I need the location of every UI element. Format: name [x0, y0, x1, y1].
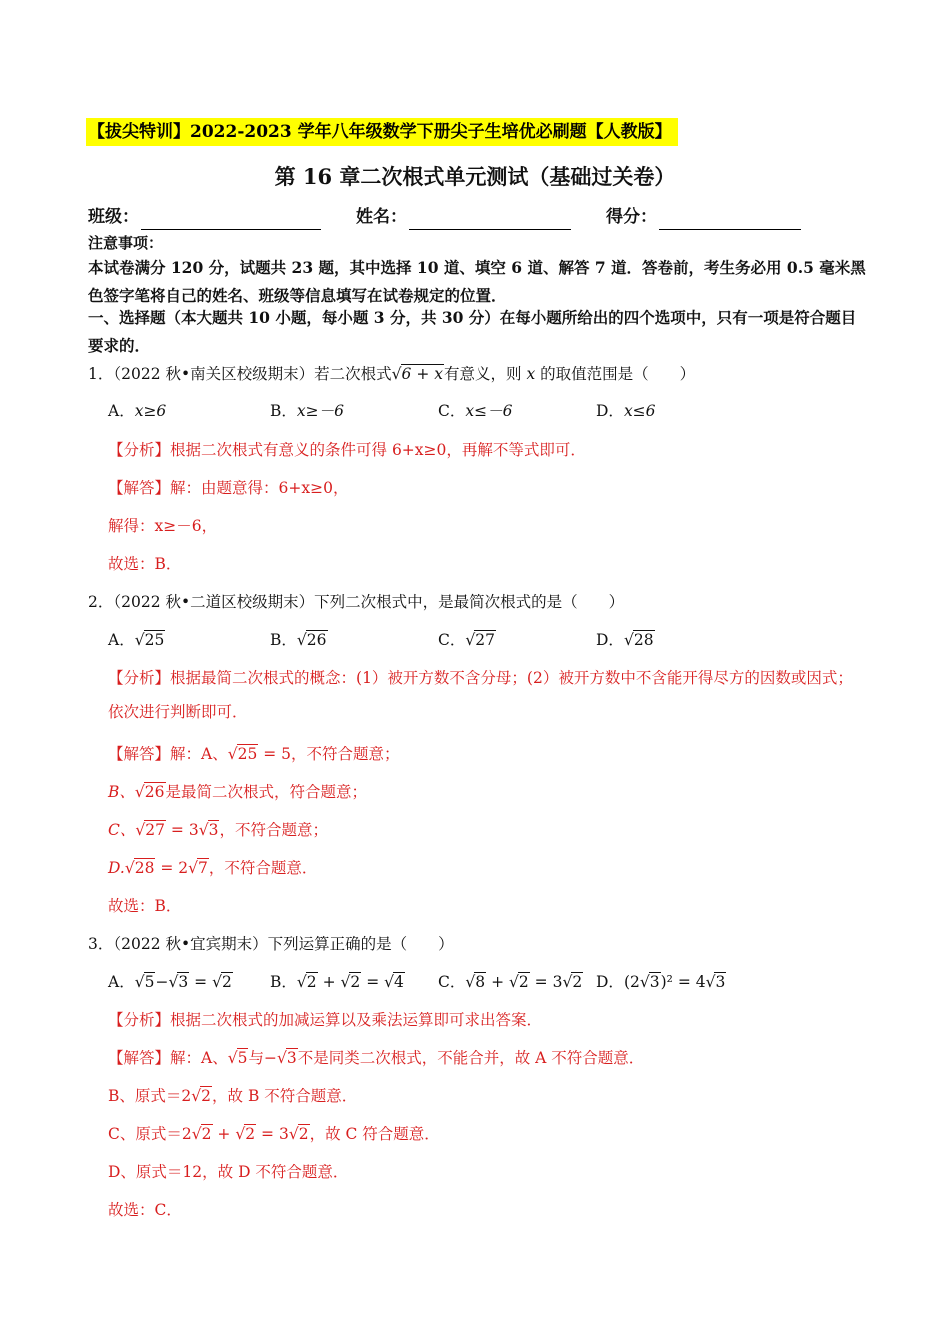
radicand: 7: [198, 859, 208, 877]
q2-answer-c: C、√27 = 3√3，不符合题意；: [108, 821, 328, 839]
q3-answer-c: C、原式＝2√2 + √2 = 3√2，故 C 符合题意．: [108, 1125, 440, 1143]
sqrt-icon: √: [135, 821, 146, 839]
radicand: 27: [145, 821, 165, 839]
radicand: 26: [144, 783, 165, 801]
radicand: 8: [475, 973, 486, 991]
q1-option-d[interactable]: D．x≤6: [596, 402, 656, 420]
sqrt-icon: √: [562, 973, 573, 991]
class-label: 班级：: [88, 207, 139, 227]
sqrt-icon: √: [296, 631, 307, 649]
sqrt-icon: √: [276, 1049, 287, 1067]
question-2-stem: 2．（2022 秋•二道区校级期末）下列二次根式中，是最简次根式的是（ ）: [88, 593, 625, 611]
sqrt-icon: √: [198, 821, 209, 839]
radicand: 28: [134, 859, 155, 877]
name-field: [356, 204, 571, 230]
radicand: 3: [208, 821, 219, 839]
radicand: 5: [237, 1049, 248, 1067]
sqrt-icon: √: [391, 365, 402, 383]
q2-option-b[interactable]: B．√26: [270, 631, 327, 649]
q3-option-c[interactable]: C．√8 + √2 = 3√2: [438, 973, 583, 991]
sqrt-icon: √: [296, 973, 307, 991]
q1-option-c[interactable]: C．x≤－6: [438, 402, 513, 420]
sqrt-icon: √: [227, 1049, 238, 1067]
q1-radicand: 6 + x: [401, 365, 443, 383]
sqrt-icon: √: [639, 973, 650, 991]
sqrt-icon: √: [124, 859, 135, 877]
score-field: [606, 204, 801, 230]
q1-suffix-b: 的取值范围是（ ）: [540, 365, 696, 383]
radicand: 2: [350, 973, 361, 991]
question-3-options: [108, 970, 868, 994]
q1-answer-2: 解得：x≥－6，: [108, 517, 218, 535]
sqrt-icon: √: [384, 973, 394, 991]
radicand: 3: [715, 973, 726, 991]
sqrt-icon: √: [191, 1125, 202, 1143]
q3-answer-end: 故选：C．: [108, 1201, 182, 1219]
radicand: 2: [518, 973, 529, 991]
q3-answer-a: 【解答】解：A、√5与−√3不是同类二次根式，不能合并，故 A 不符合题意．: [108, 1049, 645, 1067]
q3-option-b[interactable]: B．√2 + √2 = √4: [270, 973, 404, 991]
question-3-stem: 3．（2022 秋•宜宾期末）下列运算正确的是（ ）: [88, 935, 454, 953]
radicand: 3: [178, 973, 189, 991]
q2-answer-b: B、√26是最简二次根式，符合题意；: [108, 783, 368, 801]
radicand: 3: [649, 973, 660, 991]
name-input-line[interactable]: [409, 209, 571, 230]
sqrt-icon: √: [134, 631, 145, 649]
sqrt-icon: √: [340, 973, 351, 991]
sqrt-icon: √: [191, 1087, 202, 1105]
page-title: 第 16 章二次根式单元测试（基础过关卷）: [274, 164, 676, 189]
score-input-line[interactable]: [659, 209, 801, 230]
class-field: [88, 204, 321, 230]
sqrt-icon: √: [188, 859, 199, 877]
sqrt-icon: √: [705, 973, 716, 991]
radicand: 25: [237, 745, 258, 763]
class-input-line[interactable]: [141, 209, 321, 230]
radicand: 2: [221, 973, 232, 991]
sqrt-icon: √: [465, 631, 476, 649]
q1-answer-3: 故选：B．: [108, 555, 182, 573]
question-2-options: [108, 628, 868, 652]
radicand: 2: [572, 973, 583, 991]
notes-instruction: 本试卷满分 120 分，试题共 23 题，其中选择 10 道、填空 6 道、解答 7 道．答卷前，考生务必用 0.5 毫米黑色签字笔将自己的姓名、班级等信息填写在试卷规定的位置．: [88, 258, 866, 305]
section-heading: 一、选择题（本大题共 10 小题，每小题 3 分，共 30 分）在每小题所给出的四个选项中，只有一项是符合题目要求的．: [88, 308, 857, 355]
q2-answer-end: 故选：B．: [108, 897, 182, 915]
q2-option-d[interactable]: D．√28: [596, 631, 654, 649]
q3-analysis: 【分析】根据二次根式的加减运算以及乘法运算即可求出答案．: [108, 1011, 543, 1029]
sqrt-icon: √: [288, 1125, 299, 1143]
radicand: 26: [306, 631, 327, 649]
sqrt-icon: √: [134, 973, 145, 991]
radicand: 25: [144, 631, 165, 649]
radicand: 28: [633, 631, 654, 649]
radicand: 4: [394, 973, 404, 991]
question-1-stem: [88, 362, 695, 386]
radicand: 2: [245, 1125, 256, 1143]
banner: 【拔尖特训】2022-2023 学年八年级数学下册尖子生培优必刷题【人教版】: [86, 118, 678, 146]
q2-analysis: 【分析】根据最简二次根式的概念：(1）被开方数不含分母；(2）被开方数中不含能开得尽方的因数或因式；依次进行判断即可．: [108, 669, 853, 721]
name-label: 姓名：: [356, 207, 407, 227]
q1-var: x: [526, 365, 536, 383]
q3-option-d[interactable]: D．(2√3)² = 4√3: [596, 973, 726, 991]
q1-option-a[interactable]: A．x≥6: [108, 402, 167, 420]
sqrt-icon: √: [508, 973, 519, 991]
q2-answer-a: 【解答】解：A、√25 = 5，不符合题意；: [108, 745, 400, 763]
q2-option-c[interactable]: C．√27: [438, 631, 495, 649]
sqrt-icon: √: [168, 973, 179, 991]
q3-answer-d: D、原式＝12，故 D 不符合题意．: [108, 1163, 349, 1181]
question-1-options: [108, 399, 868, 423]
radicand: 2: [306, 973, 317, 991]
q1-option-b[interactable]: B．x≥－6: [270, 402, 344, 420]
q1-analysis: 【分析】根据二次根式有意义的条件可得 6+x≥0，再解不等式即可．: [108, 441, 586, 459]
sqrt-icon: √: [227, 745, 238, 763]
radicand: 5: [144, 973, 155, 991]
sqrt-icon: √: [235, 1125, 246, 1143]
radicand: 27: [475, 631, 495, 649]
radicand: 3: [286, 1049, 297, 1067]
q2-option-a[interactable]: A．√25: [108, 631, 165, 649]
radicand: 2: [201, 1087, 212, 1105]
sqrt-icon: √: [212, 973, 222, 991]
q1-suffix-a: 有意义，则: [443, 365, 522, 383]
radicand: 2: [298, 1125, 309, 1143]
q3-answer-b: B、原式＝2√2，故 B 不符合题意．: [108, 1087, 358, 1105]
q1-answer-1: 【解答】解：由题意得：6+x≥0，: [108, 479, 349, 497]
sqrt-icon: √: [623, 631, 634, 649]
q1-prefix: 1．（2022 秋•南关区校级期末）若二次根式: [88, 365, 392, 383]
sqrt-icon: √: [465, 973, 476, 991]
sqrt-icon: √: [134, 783, 145, 801]
notes-heading: 注意事项：: [88, 234, 164, 252]
score-label: 得分：: [606, 207, 657, 227]
radicand: 2: [201, 1125, 212, 1143]
q2-answer-d: D.√28 = 2√7，不符合题意．: [108, 859, 318, 877]
q3-option-a[interactable]: A．√5−√3 = √2: [108, 973, 232, 991]
